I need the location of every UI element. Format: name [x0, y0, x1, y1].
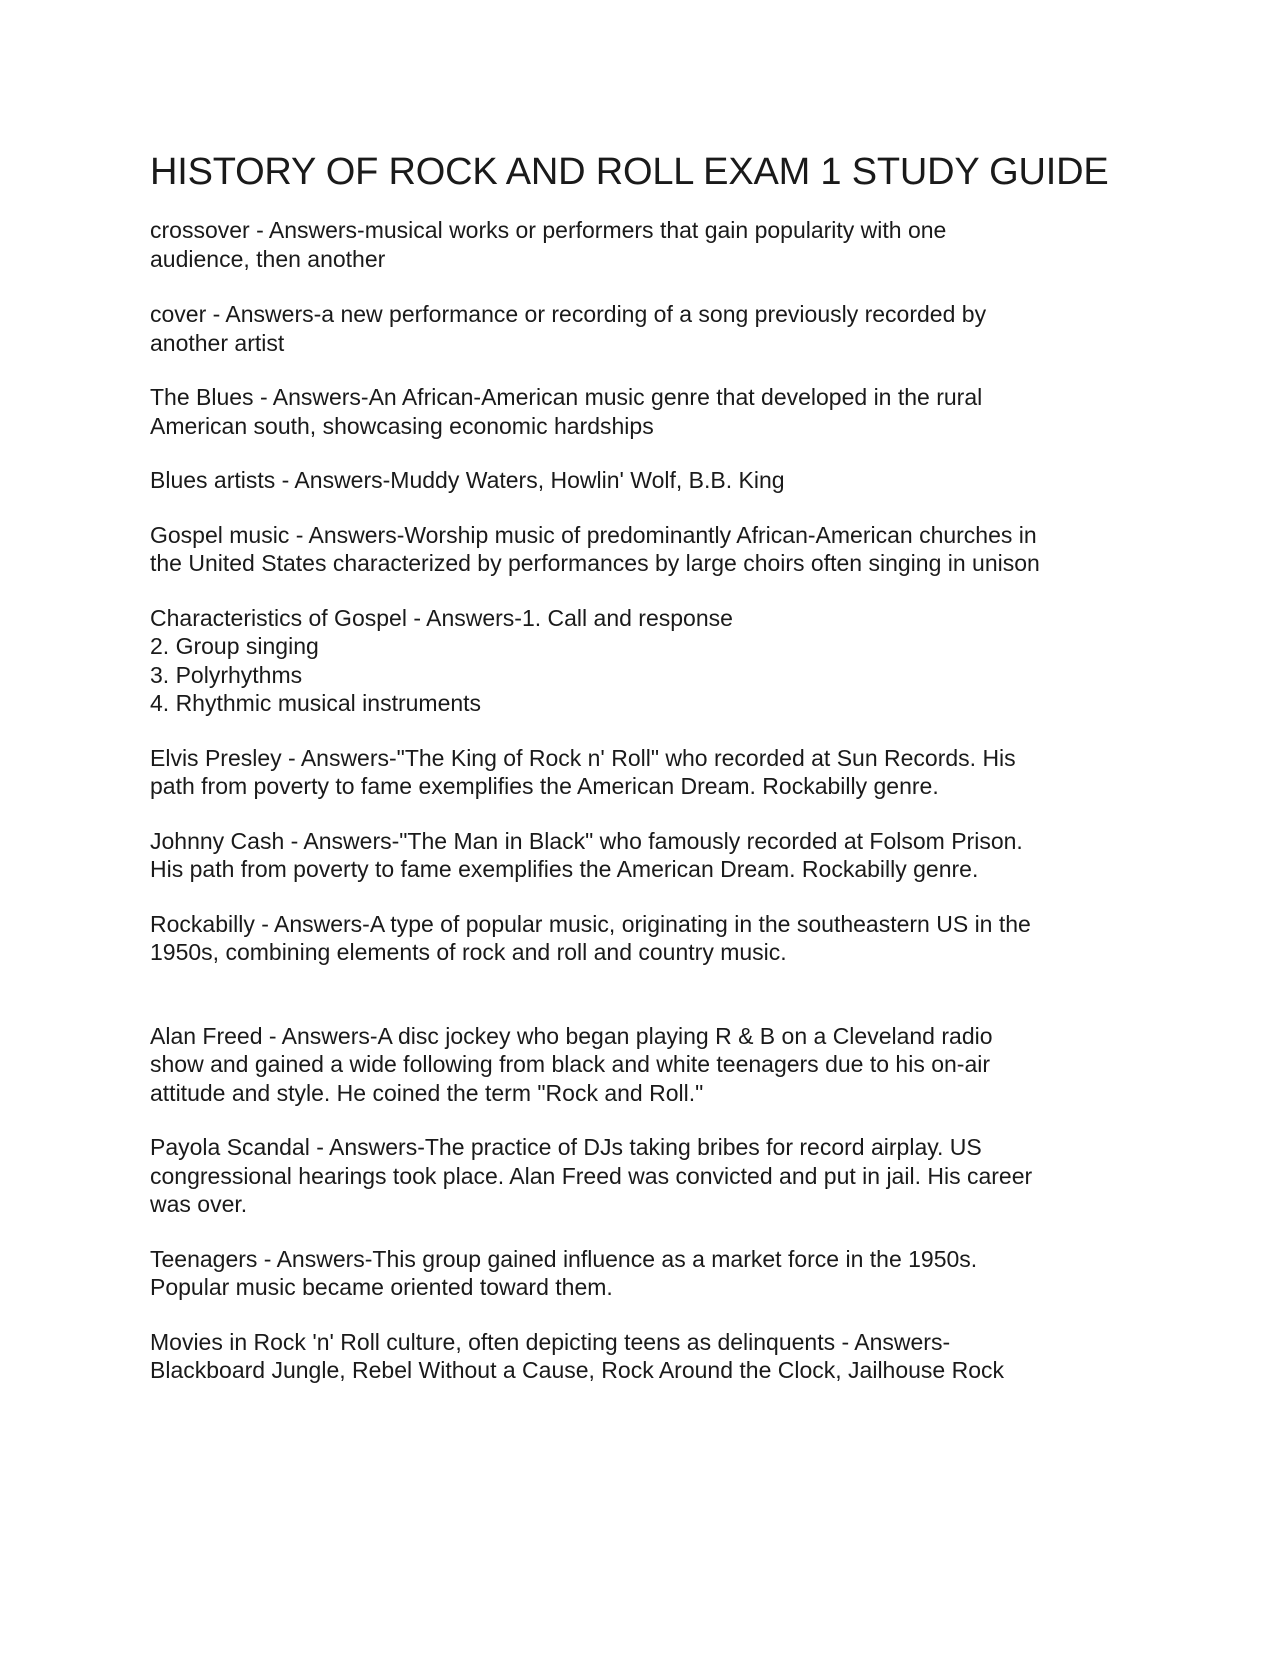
entry-line: American south, showcasing economic hardships	[150, 412, 654, 439]
entry-line: Elvis Presley - Answers-"The King of Rock n' Roll" who recorded at Sun Records. His	[150, 744, 1016, 771]
entry-line: show and gained a wide following from black and white teenagers due to his on-air	[150, 1051, 991, 1077]
entry-line: Popular music became oriented toward them.	[150, 1274, 613, 1300]
document-title: HISTORY OF ROCK AND ROLL EXAM 1 STUDY GUIDE	[150, 151, 1109, 193]
entry-alan-freed	[150, 1022, 1140, 1108]
entry-elvis-presley	[150, 744, 1140, 801]
entry-line: His path from poverty to fame exemplifies the American Dream. Rockabilly genre.	[150, 856, 979, 882]
entry-cover	[150, 300, 1140, 357]
entry-line: The Blues - Answers-An African-American music genre that developed in the rural	[150, 384, 983, 410]
entry-movies	[150, 1328, 1140, 1385]
entry-line: Movies in Rock 'n' Roll culture, often depicting teens as delinquents - Answers-	[150, 1328, 951, 1355]
entry-line: was over.	[150, 1191, 248, 1217]
entry-line: Alan Freed - Answers-A disc jockey who began playing R & B on a Cleveland radio	[150, 1022, 993, 1049]
entry-line: crossover - Answers-musical works or performers that gain popularity with one	[150, 217, 947, 243]
entry-line: Blackboard Jungle, Rebel Without a Cause, Rock Around the Clock, Jailhouse Rock	[150, 1357, 1005, 1383]
entry-line: Characteristics of Gospel - Answers-1. Call and response	[150, 604, 733, 631]
entry-line: another artist	[150, 329, 285, 356]
document-page	[150, 148, 1140, 1385]
entry-johnny-cash	[150, 827, 1140, 884]
entry-line: congressional hearings took place. Alan Freed was convicted and put in jail. His career	[150, 1162, 1033, 1189]
entry-line: 1950s, combining elements of rock and roll and country music.	[150, 939, 787, 965]
entry-gospel-music	[150, 521, 1140, 578]
entry-teenagers	[150, 1245, 1140, 1302]
entry-line: Payola Scandal - Answers-The practice of DJs taking bribes for record airplay. US	[150, 1134, 982, 1160]
entry-blues-artists	[150, 466, 1140, 495]
entry-line: Johnny Cash - Answers-"The Man in Black" who famously recorded at Folsom Prison.	[150, 827, 1023, 854]
entry-line: Blues artists - Answers-Muddy Waters, Howlin' Wolf, B.B. King	[150, 467, 785, 493]
entry-line: 3. Polyrhythms	[150, 661, 303, 688]
entry-line: Rockabilly - Answers-A type of popular music, originating in the southeastern US in the	[150, 910, 1031, 937]
entry-line: attitude and style. He coined the term "Rock and Roll."	[150, 1079, 704, 1106]
entry-line: audience, then another	[150, 245, 386, 272]
entry-payola-scandal	[150, 1133, 1140, 1219]
entry-line: 4. Rhythmic musical instruments	[150, 690, 482, 716]
entry-line: path from poverty to fame exemplifies the American Dream. Rockabilly genre.	[150, 773, 939, 799]
entry-crossover	[150, 216, 1140, 273]
entry-the-blues	[150, 383, 1140, 440]
entry-line: the United States characterized by performances by large choirs often singing in unison	[150, 550, 1040, 576]
entry-line: 2. Group singing	[150, 633, 319, 659]
entry-rockabilly	[150, 910, 1140, 967]
entry-line: Teenagers - Answers-This group gained influence as a market force in the 1950s.	[150, 1245, 978, 1272]
entry-line: cover - Answers-a new performance or recording of a song previously recorded by	[150, 301, 987, 327]
entry-characteristics-of-gospel	[150, 604, 1140, 718]
entry-line: Gospel music - Answers-Worship music of predominantly African-American churches in	[150, 521, 1037, 548]
